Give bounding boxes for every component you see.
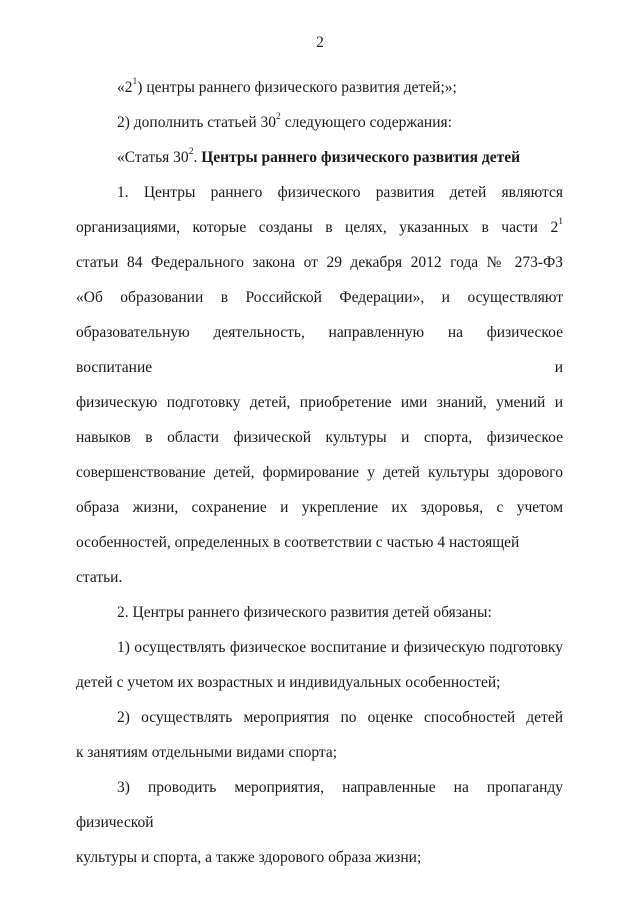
item-2: 2) дополнить статьей $30^2$ следующего содержания: <box>117 111 452 131</box>
document-body <box>76 70 563 875</box>
article-heading: «Статья $30^2$. Центры раннего физического развития детей <box>117 146 520 166</box>
subitem-1: 1) осуществлять физическое воспитание и физическую подготовку детей с учетом их возрастных и индивидуальных особенностей; <box>76 639 563 691</box>
subitem-3: 3) проводить мероприятия, направленные на пропаганду физической культуры и спорта, а также здорового образа жизни; <box>76 779 563 866</box>
paragraph-2: 2. Центры раннего физического развития детей обязаны: <box>117 604 492 621</box>
item-2-1: «$2^1$) центры раннего физического развития детей;»; <box>117 76 457 96</box>
page-number: 2 <box>316 34 324 51</box>
subitem-2: 2) осуществлять мероприятия по оценке способностей детей к занятиям отдельными видами спорта; <box>76 709 563 761</box>
article-title: Центры раннего физического развития детей <box>201 149 520 166</box>
paragraph-1: 1. Центры раннего физического развития детей являются организациями, которые созданы в целях, указанных в части $2^1$ статьи 84 Федерального закона от 29 декабря 2012 года № 273-ФЗ «Об образовании в Российской Федерации», и осуществляют образовательную деятельность, направленную на физическое воспитание и физическую подготовку детей, приобретение ими знаний, умений и навыков в области физической культуры и спорта, физическое совершенствование детей, формирование у детей культуры здорового образа жизни, сохранение и укрепление их здоровья, с учетом особенностей, определенных в соответствии с частью 4 настоящей статьи. <box>76 184 563 586</box>
